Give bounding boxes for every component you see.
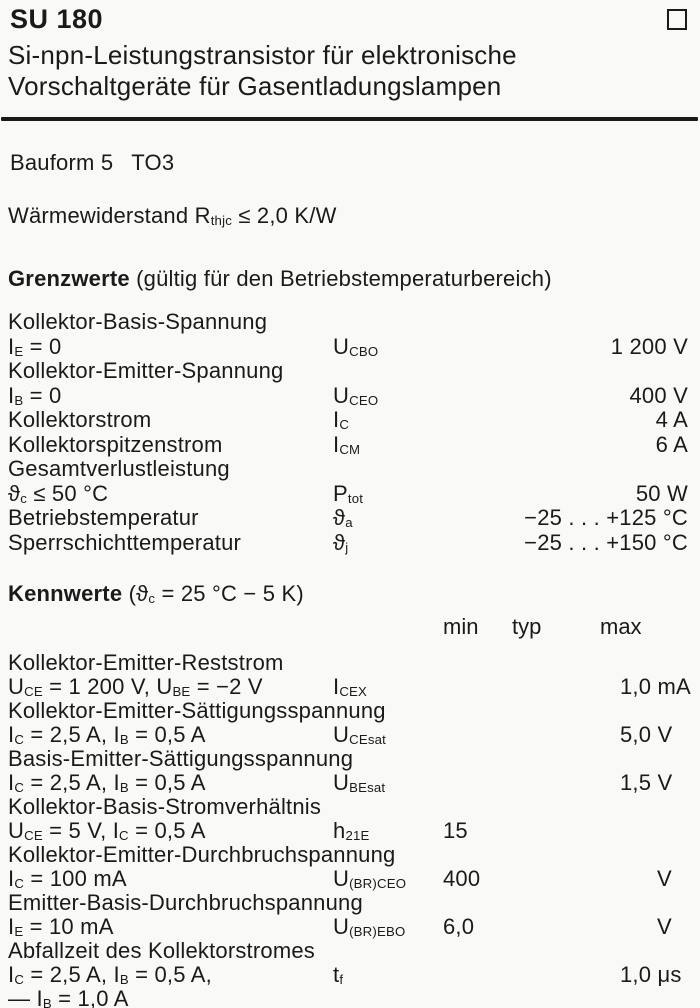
row-value: 4 A xyxy=(655,407,688,432)
row-symbol: $U_{CBO}$ xyxy=(333,333,379,359)
device-description xyxy=(8,40,692,102)
row-label: Kollektor-Basis-Stromverhältnis xyxy=(8,794,322,819)
table-row xyxy=(0,747,700,771)
row-min-value: 400 xyxy=(443,866,481,891)
row-label: Kollektor-Emitter-Spannung xyxy=(8,358,284,383)
row-label: $I_E = 10$ mA xyxy=(8,914,114,939)
bauform-label: Bauform 5 xyxy=(10,150,114,175)
row-max-cell xyxy=(618,963,690,987)
row-symbol xyxy=(333,699,443,723)
table-row xyxy=(0,335,700,360)
table-row xyxy=(0,915,700,939)
row-symbol: $U_{(BR)EBO}$ xyxy=(333,914,406,939)
row-typ-value xyxy=(512,795,618,819)
table-row xyxy=(0,819,700,843)
grenzwerte-heading-bold: Grenzwerte xyxy=(8,266,130,291)
table-row xyxy=(0,408,700,433)
kennwerte-heading xyxy=(8,581,304,607)
row-unit: V xyxy=(657,914,672,939)
table-row xyxy=(0,963,700,987)
row-symbol: $I_C$ xyxy=(333,407,350,432)
row-label: $U_{CE} = 5$ V, $I_C = 0,5$ A xyxy=(8,818,206,843)
row-min-value xyxy=(443,963,512,987)
table-row xyxy=(0,891,700,915)
row-value: −25 . . . +125 °C xyxy=(524,505,688,530)
table-row xyxy=(0,310,700,335)
row-label: Basis-Emitter-Sättigungsspannung xyxy=(8,746,354,771)
device-description-line1: Si-npn-Leistungstransistor für elektronische xyxy=(8,40,517,70)
table-row xyxy=(0,939,700,963)
row-symbol: $U_{CEO}$ xyxy=(333,382,379,408)
row-symbol: $ϑ_j$ xyxy=(333,529,349,555)
grenzwerte-heading-rest: (gültig für den Betriebstemperaturbereich) xyxy=(129,266,552,291)
row-label: $I_E = 0$ xyxy=(8,333,62,359)
row-label: $I_C = 2,5$ A, $I_B = 0,5$ A xyxy=(8,722,206,747)
row-label: $U_{CE} = 1$ 200 V, $U_{BE} = -2$ V xyxy=(8,674,263,699)
row-typ-value xyxy=(512,675,618,699)
table-row xyxy=(0,723,700,747)
table-row xyxy=(0,699,700,723)
device-description-line2: Vorschaltgeräte für Gasentladungslampen xyxy=(8,71,502,101)
row-symbol xyxy=(333,939,443,963)
table-row xyxy=(0,359,700,384)
row-min-value xyxy=(443,891,512,915)
page-title: SU 180 xyxy=(10,4,104,34)
row-symbol xyxy=(333,359,688,384)
row-max-cell xyxy=(618,819,690,843)
row-max-cell xyxy=(618,651,690,675)
row-typ-value xyxy=(512,819,618,843)
row-symbol: $ϑ_a$ xyxy=(333,505,353,530)
row-value: 6 A xyxy=(655,431,688,457)
column-header-min: min xyxy=(443,614,479,639)
row-typ-value xyxy=(512,939,618,963)
row-min-value xyxy=(443,747,512,771)
row-label: $ϑ_c \le 50$ °C xyxy=(8,480,109,506)
table-row xyxy=(0,675,700,699)
row-max-value: 5,0 V xyxy=(620,722,673,747)
row-value: 50 W xyxy=(635,480,688,506)
table-row xyxy=(0,457,700,482)
row-min-value xyxy=(443,771,512,795)
row-typ-value xyxy=(512,915,618,939)
table-row xyxy=(0,795,700,819)
row-label: Kollektor-Basis-Spannung xyxy=(8,309,268,334)
row-min-value xyxy=(443,795,512,819)
row-typ-value xyxy=(512,747,618,771)
row-value: 400 V xyxy=(629,382,688,408)
row-max-value: 1,0 mA xyxy=(620,674,691,699)
row-typ-value xyxy=(512,891,618,915)
row-symbol xyxy=(333,987,443,1008)
row-typ-value xyxy=(512,699,618,723)
table-row xyxy=(0,651,700,675)
row-symbol: $t_f$ xyxy=(333,962,344,987)
thermal-resistance-line: Wärmewiderstand $R_{thjc} \le 2,0$ K/W xyxy=(8,203,337,228)
row-label: $I_C = 2,5$ A, $I_B = 0,5$ A, xyxy=(8,962,212,987)
row-typ-value xyxy=(512,651,618,675)
row-max-cell xyxy=(618,867,690,891)
row-min-value xyxy=(443,939,512,963)
row-label: Kollektor-Emitter-Reststrom xyxy=(8,650,284,675)
row-min-value: 15 xyxy=(443,818,468,843)
row-symbol: $U_{BEsat}$ xyxy=(333,770,386,795)
row-symbol: $I_{CEX}$ xyxy=(333,674,368,699)
row-label: Betriebstemperatur xyxy=(8,505,199,530)
column-header-max: max xyxy=(600,614,642,639)
row-label: Kollektor-Emitter-Sättigungsspannung xyxy=(8,698,386,723)
table-row xyxy=(0,771,700,795)
row-symbol xyxy=(333,891,443,915)
row-label: Kollektorspitzenstrom xyxy=(8,431,223,457)
row-symbol: $U_{CEsat}$ xyxy=(333,722,387,747)
row-value: 1 200 V xyxy=(610,333,688,359)
kennwerte-table xyxy=(0,651,700,1008)
row-symbol xyxy=(333,747,443,771)
kennwerte-heading-bold: Kennwerte xyxy=(8,581,123,606)
row-label: $I_B = 0$ xyxy=(8,382,62,408)
table-row xyxy=(0,843,700,867)
row-max-cell xyxy=(618,891,690,915)
row-min-value xyxy=(443,651,512,675)
row-max-cell xyxy=(618,795,690,819)
row-symbol xyxy=(333,310,688,335)
package-type: TO3 xyxy=(131,150,175,175)
row-symbol: $h_{21E}$ xyxy=(333,818,370,843)
table-row xyxy=(0,384,700,409)
table-row xyxy=(0,433,700,458)
row-max-cell xyxy=(618,987,690,1008)
row-min-value xyxy=(443,675,512,699)
row-min-value xyxy=(443,843,512,867)
row-max-cell xyxy=(618,771,690,795)
row-symbol xyxy=(333,795,443,819)
row-symbol xyxy=(333,843,443,867)
row-max-cell xyxy=(618,939,690,963)
table-row xyxy=(0,506,700,531)
row-typ-value xyxy=(512,963,618,987)
row-label: Emitter-Basis-Durchbruchspannung xyxy=(8,890,363,915)
row-label: Sperrschichttemperatur xyxy=(8,529,242,555)
row-max-cell xyxy=(618,699,690,723)
row-typ-value xyxy=(512,771,618,795)
row-label: Abfallzeit des Kollektorstromes xyxy=(8,938,315,963)
table-row xyxy=(0,867,700,891)
row-max-cell xyxy=(618,915,690,939)
row-typ-value xyxy=(512,987,618,1008)
row-symbol xyxy=(333,651,443,675)
column-header-typ: typ xyxy=(512,614,542,639)
package-line xyxy=(10,150,174,176)
header-divider xyxy=(1,117,698,121)
row-max-cell xyxy=(618,843,690,867)
row-max-value: 1,5 V xyxy=(620,770,673,795)
row-typ-value xyxy=(512,867,618,891)
table-row xyxy=(0,987,700,1008)
row-label: Kollektor-Emitter-Durchbruchspannung xyxy=(8,842,396,867)
row-label: $I_C = 2,5$ A, $I_B = 0,5$ A xyxy=(8,770,206,795)
row-max-value: 1,0 μs xyxy=(620,962,682,987)
row-min-value xyxy=(443,699,512,723)
row-label: Gesamtverlustleistung xyxy=(8,456,230,481)
grenzwerte-heading xyxy=(8,266,552,292)
row-symbol: $U_{(BR)CEO}$ xyxy=(333,866,407,891)
row-typ-value xyxy=(512,843,618,867)
row-max-cell xyxy=(618,747,690,771)
row-label: $I_C = 100$ mA xyxy=(8,866,127,891)
row-symbol: $I_{CM}$ xyxy=(333,431,361,457)
row-max-cell xyxy=(618,675,690,699)
row-min-value: 6,0 xyxy=(443,914,475,939)
row-label: Kollektorstrom xyxy=(8,407,152,432)
grenzwerte-table xyxy=(0,310,700,555)
table-row xyxy=(0,482,700,507)
row-symbol: $P_{tot}$ xyxy=(333,480,364,506)
row-label: — $I_B = 1,0$ A xyxy=(8,986,129,1008)
row-value: −25 . . . +150 °C xyxy=(524,529,688,555)
kennwerte-heading-rest: ($ϑ_c = 25$ °C − 5 K) xyxy=(122,581,304,606)
row-min-value xyxy=(443,723,512,747)
corner-square-icon xyxy=(667,9,687,30)
row-unit: V xyxy=(657,866,672,891)
row-symbol xyxy=(333,457,688,482)
row-max-cell xyxy=(618,723,690,747)
table-row xyxy=(0,531,700,556)
row-typ-value xyxy=(512,723,618,747)
row-min-value xyxy=(443,987,512,1008)
